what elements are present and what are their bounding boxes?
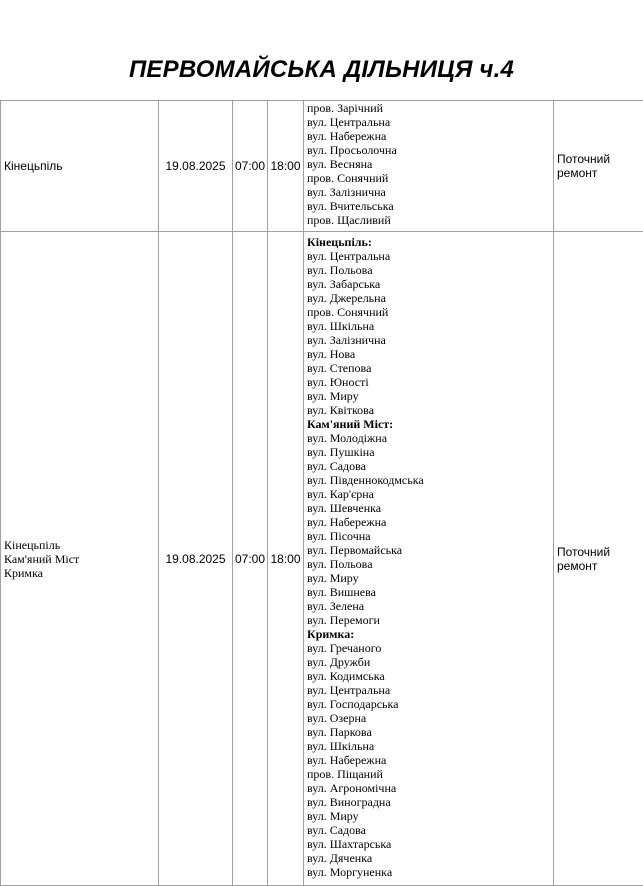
street-item: вул. Миру: [307, 389, 553, 403]
street-item: вул. Польова: [307, 557, 553, 571]
street-item: вул. Залізнична: [307, 333, 553, 347]
settlement-cell: [1, 101, 159, 232]
outage-schedule-table: [0, 100, 643, 886]
table-row: [1, 101, 643, 232]
table-row: [1, 232, 643, 886]
street-item: вул. Виноградна: [307, 795, 553, 809]
street-item: вул. Центральна: [307, 683, 553, 697]
streets-cell: [304, 232, 554, 886]
street-item: пров. Щасливий: [307, 213, 553, 227]
street-item: вул. Джерельна: [307, 291, 553, 305]
street-item: вул. Кар'єрна: [307, 487, 553, 501]
settlement-heading: Кам'яний Міст:: [307, 417, 553, 431]
time-from-cell: 07:00: [233, 101, 268, 232]
settlement-name: Кримка: [4, 566, 158, 580]
street-item: вул. Нова: [307, 347, 553, 361]
street-item: вул. Перемоги: [307, 613, 553, 627]
street-item: вул. Набережна: [307, 129, 553, 143]
street-item: вул. Вишнева: [307, 585, 553, 599]
street-item: вул. Залізнична: [307, 185, 553, 199]
street-item: вул. Дружби: [307, 655, 553, 669]
street-item: вул. Молодіжна: [307, 431, 553, 445]
street-item: вул. Кодимська: [307, 669, 553, 683]
street-item: вул. Набережна: [307, 753, 553, 767]
street-item: вул. Первомайська: [307, 543, 553, 557]
street-item: вул. Вчительська: [307, 199, 553, 213]
street-item: вул. Агрономічна: [307, 781, 553, 795]
street-item: вул. Шахтарська: [307, 837, 553, 851]
street-item: пров. Зарічний: [307, 101, 553, 115]
time-from-cell: 07:00: [233, 232, 268, 886]
date-cell: 19.08.2025: [159, 101, 233, 232]
street-item: вул. Польова: [307, 263, 553, 277]
street-item: вул. Просьолочна: [307, 143, 553, 157]
settlement-name: Кінецьпіль: [4, 159, 158, 173]
street-item: вул. Шкільна: [307, 739, 553, 753]
settlement-heading: Кінецьпіль:: [307, 235, 553, 249]
work-type-cell: [554, 101, 643, 232]
street-item: вул. Набережна: [307, 515, 553, 529]
street-item: вул. Центральна: [307, 115, 553, 129]
street-item: вул. Моргуненка: [307, 865, 553, 879]
settlement-cell: [1, 232, 159, 886]
work-type-line: ремонт: [557, 166, 643, 180]
settlement-heading: Кримка:: [307, 627, 553, 641]
street-item: вул. Дяченка: [307, 851, 553, 865]
time-to-cell: 18:00: [268, 101, 304, 232]
page-title: ПЕРВОМАЙСЬКА ДІЛЬНИЦЯ ч.4: [0, 56, 643, 84]
time-to-cell: 18:00: [268, 232, 304, 886]
settlement-name: Кінецьпіль: [4, 538, 158, 552]
street-item: вул. Пушкіна: [307, 445, 553, 459]
settlement-name: Кам'яний Міст: [4, 552, 158, 566]
street-item: вул. Господарська: [307, 697, 553, 711]
date-cell: 19.08.2025: [159, 232, 233, 886]
street-item: вул. Юності: [307, 375, 553, 389]
street-item: вул. Гречаного: [307, 641, 553, 655]
work-type-line: ремонт: [557, 559, 643, 573]
street-item: пров. Сонячний: [307, 171, 553, 185]
street-item: вул. Миру: [307, 809, 553, 823]
work-type-line: Поточний: [557, 152, 643, 166]
work-type-line: Поточний: [557, 545, 643, 559]
street-item: вул. Південнокодмська: [307, 473, 553, 487]
street-item: вул. Миру: [307, 571, 553, 585]
streets-cell: [304, 101, 554, 232]
street-item: вул. Квіткова: [307, 403, 553, 417]
street-item: вул. Садова: [307, 823, 553, 837]
street-item: вул. Шкільна: [307, 319, 553, 333]
street-item: вул. Шевченка: [307, 501, 553, 515]
street-item: вул. Озерна: [307, 711, 553, 725]
street-item: пров. Піщаний: [307, 767, 553, 781]
street-item: вул. Центральна: [307, 249, 553, 263]
street-item: вул. Степова: [307, 361, 553, 375]
street-item: вул. Пісочна: [307, 529, 553, 543]
street-item: вул. Садова: [307, 459, 553, 473]
street-item: вул. Паркова: [307, 725, 553, 739]
work-type-cell: [554, 232, 643, 886]
street-item: вул. Зелена: [307, 599, 553, 613]
street-item: вул. Забарська: [307, 277, 553, 291]
street-item: вул. Весняна: [307, 157, 553, 171]
street-item: пров. Сонячний: [307, 305, 553, 319]
